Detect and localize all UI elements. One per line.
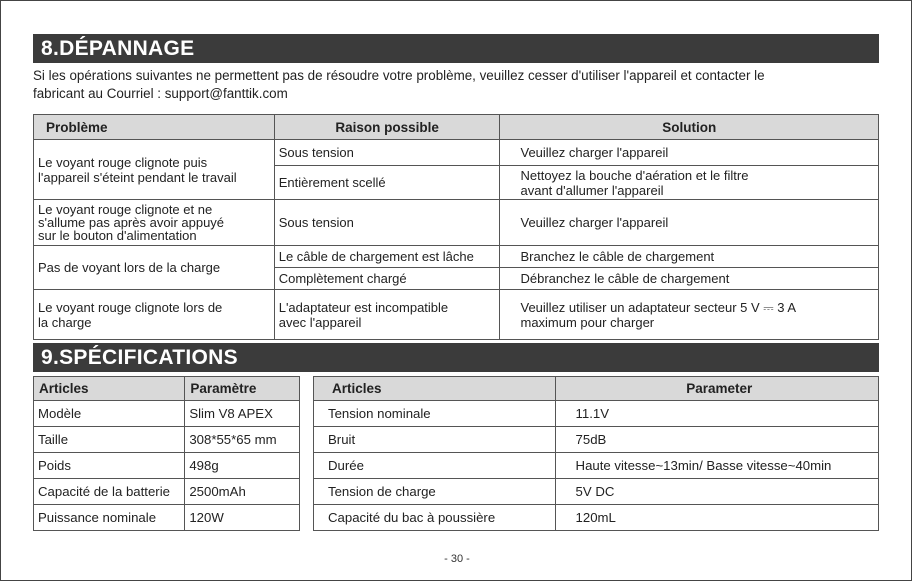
problem-line: la charge xyxy=(38,314,92,330)
solution-cell xyxy=(500,290,879,340)
table-header-row xyxy=(34,115,879,140)
table-row xyxy=(314,505,879,531)
solution-cell: Branchez le câble de chargement xyxy=(500,246,879,268)
table-row xyxy=(314,401,879,427)
table-row xyxy=(34,140,879,166)
table-row xyxy=(34,290,879,340)
spec-value: 75dB xyxy=(555,427,878,453)
problem-line: sur le bouton d'alimentation xyxy=(38,228,197,243)
problem-line: Le voyant rouge clignote puis xyxy=(38,154,208,170)
spec-value: Slim V8 APEX xyxy=(185,401,300,427)
spec-value: 498g xyxy=(185,453,300,479)
solution-line: maximum pour charger xyxy=(520,314,655,330)
reason-cell: Sous tension xyxy=(274,200,500,246)
section-title-troubleshooting: 8.DÉPANNAGE xyxy=(33,34,879,63)
spec-key: Poids xyxy=(34,453,185,479)
section-title-specifications: 9.SPÉCIFICATIONS xyxy=(33,343,879,372)
spec-key: Bruit xyxy=(314,427,556,453)
spec-key: Capacité de la batterie xyxy=(34,479,185,505)
header-problem: Problème xyxy=(34,115,275,140)
specifications-table-2 xyxy=(313,376,879,531)
reason-line: L'adaptateur est incompatible xyxy=(278,299,449,315)
table-row xyxy=(314,453,879,479)
solution-cell: Veuillez charger l'appareil xyxy=(500,140,879,166)
reason-cell: Entièrement scellé xyxy=(274,166,500,200)
spec-key: Tension nominale xyxy=(314,401,556,427)
header-articles: Articles xyxy=(314,377,556,401)
intro-text xyxy=(33,67,879,103)
troubleshooting-table xyxy=(33,114,879,340)
problem-line: Le voyant rouge clignote lors de xyxy=(38,299,223,315)
page-number: - 30 - xyxy=(444,553,470,565)
header-reason: Raison possible xyxy=(274,115,500,140)
spec-value: 11.1V xyxy=(555,401,878,427)
table-row xyxy=(34,479,300,505)
problem-cell xyxy=(34,140,275,200)
problem-cell: Pas de voyant lors de la charge xyxy=(34,246,275,290)
spec-key: Tension de charge xyxy=(314,479,556,505)
header-solution: Solution xyxy=(500,115,879,140)
table-row xyxy=(314,427,879,453)
solution-cell: Débranchez le câble de chargement xyxy=(500,268,879,290)
problem-cell xyxy=(34,290,275,340)
problem-line: l'appareil s'éteint pendant le travail xyxy=(38,169,237,185)
spec-value: 5V DC xyxy=(555,479,878,505)
reason-cell xyxy=(274,290,500,340)
spec-value: 308*55*65 mm xyxy=(185,427,300,453)
problem-line: Le voyant rouge clignote et ne xyxy=(38,202,213,217)
reason-cell: Sous tension xyxy=(274,140,500,166)
spec-value: 2500mAh xyxy=(185,479,300,505)
intro-line-1: Si les opérations suivantes ne permettent pas de résoudre votre problème, veuillez cesser d'utiliser l'appareil et contacter le xyxy=(33,68,765,83)
intro-line-2: fabricant au Courriel : support@fanttik.com xyxy=(33,86,288,101)
reason-cell: Complètement chargé xyxy=(274,268,500,290)
header-parametre: Paramètre xyxy=(185,377,300,401)
table-row xyxy=(34,200,879,246)
table-row xyxy=(314,479,879,505)
solution-cell: Veuillez charger l'appareil xyxy=(500,200,879,246)
solution-line: avant d'allumer l'appareil xyxy=(520,182,664,198)
header-articles: Articles xyxy=(34,377,185,401)
table-header-row xyxy=(34,377,300,401)
table-row xyxy=(34,505,300,531)
reason-cell: Le câble de chargement est lâche xyxy=(274,246,500,268)
solution-line: Veuillez utiliser un adaptateur secteur 5 V ⎓ 3 A xyxy=(520,299,797,315)
spec-value: 120mL xyxy=(555,505,878,531)
spec-key: Modèle xyxy=(34,401,185,427)
reason-line: avec l'appareil xyxy=(278,314,362,330)
spec-key: Durée xyxy=(314,453,556,479)
spec-value: 120W xyxy=(185,505,300,531)
table-row xyxy=(34,453,300,479)
spec-key: Capacité du bac à poussière xyxy=(314,505,556,531)
problem-line: s'allume pas après avoir appuyé xyxy=(38,215,225,230)
spec-value: Haute vitesse~13min/ Basse vitesse~40min xyxy=(555,453,878,479)
table-header-row xyxy=(314,377,879,401)
problem-cell xyxy=(34,200,275,246)
specifications-table-1 xyxy=(33,376,300,531)
solution-cell xyxy=(500,166,879,200)
table-row xyxy=(34,427,300,453)
spec-key: Taille xyxy=(34,427,185,453)
solution-line: Nettoyez la bouche d'aération et le filtre xyxy=(520,167,749,183)
spec-key: Puissance nominale xyxy=(34,505,185,531)
header-parameter: Parameter xyxy=(555,377,878,401)
table-row xyxy=(34,401,300,427)
table-row xyxy=(34,246,879,268)
